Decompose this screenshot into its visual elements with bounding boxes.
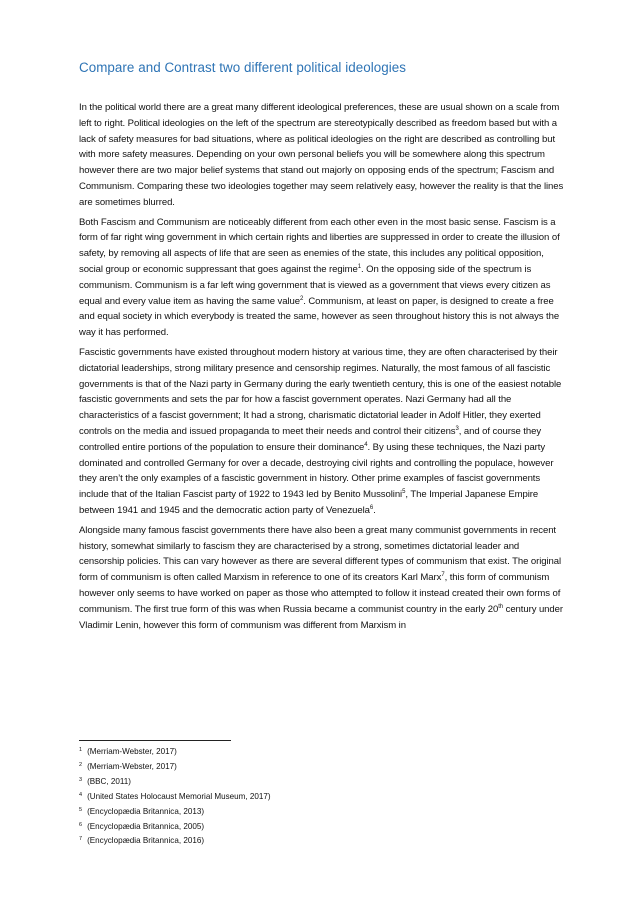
document-title: Compare and Contrast two different political ideologies xyxy=(79,60,407,75)
footnote-item xyxy=(79,805,439,820)
footnote-ref[interactable]: 6 xyxy=(369,504,374,511)
footnote-text: (Encyclopædia Britannica, 2016) xyxy=(87,836,205,846)
paragraph-text: century under Vladimir Lenin, however this form of communism was different from Marxism in xyxy=(79,603,563,631)
footnote-number: 3 xyxy=(79,776,83,783)
footnote-item xyxy=(79,760,439,775)
footnote-number: 2 xyxy=(79,761,83,768)
footnote-item xyxy=(79,775,439,790)
paragraph-communism xyxy=(79,523,565,634)
paragraph-text: Fascistic governments have existed throughout modern history at various time, they are often characterised by their dictatorial leaderships, strong military presence and censorship regimes. Naturally, the most famous of all fascistic governments is that of the Nazi party in Germany during the early twentieth century, this is one of the easiest notable fascistic governments and sets the par for how a fascist government operates. Nazi Germany had all the characteristics of a fascist government; It had a strong, charismatic dictatorial leader in Adolf Hitler, they exerted controls on the media and issued propaganda to meet their needs and control their citizens xyxy=(79,346,562,437)
footnote-text: (United States Holocaust Memorial Museum, 2017) xyxy=(87,791,271,801)
ordinal-suffix: th xyxy=(498,603,504,610)
paragraph-text: . By using these techniques, the Nazi party dominated and controlled Germany for over a decade, destroying civil rights and controlling the populace, however they aren’t the only examples of a fascistic government in history. Other prime examples of fascist governments include that of the Italian Fascist party of 1922 to 1943 led by Benito Mussolini xyxy=(79,441,554,501)
footnote-item xyxy=(79,834,439,849)
paragraph-fascism xyxy=(79,345,565,519)
paragraph-text: . xyxy=(373,504,376,516)
footnote-item xyxy=(79,790,439,805)
footnote-text: (Encyclopædia Britannica, 2013) xyxy=(87,806,205,816)
footnote-text: (Encyclopædia Britannica, 2005) xyxy=(87,821,205,831)
paragraph-text: Both Fascism and Communism are noticeably different from each other even in the most basic sense. Fascism is a form of far right wing government in which certain rights and liberties are suppressed in order to create the illusion of safety, by removing all aspects of life that are seen as enemies of the state, this includes any political opposition, social group or economic suppressant that goes against the regime xyxy=(79,216,560,275)
paragraph-text: , this form of communism however only seems to have worked on paper as those who attempted to follow it instead created their own forms of communism. The first true form of this was when Russia became a communist country in the early 20 xyxy=(79,572,561,615)
footnote-item xyxy=(79,820,439,835)
footnote-number: 7 xyxy=(79,836,83,843)
footnote-number: 5 xyxy=(79,806,83,813)
footnote-number: 1 xyxy=(79,747,83,753)
paragraph-definitions xyxy=(79,215,565,341)
paragraph-intro xyxy=(79,100,565,211)
footnote-ref[interactable]: 2 xyxy=(299,295,304,302)
footnote-ref[interactable]: 5 xyxy=(402,489,406,496)
footnote-separator xyxy=(79,740,231,741)
paragraph-text: , and of course they controlled entire portions of the population to ensure their dominance xyxy=(79,425,542,453)
footnote-ref[interactable]: 4 xyxy=(364,441,368,448)
footnote-number: 4 xyxy=(79,791,83,798)
paragraph-text: Alongside many famous fascist governments there have also been a great many communist governments in recent history, somewhat similarly to fascism they are characterised by a strong, sometimes dictatorial leader and censorship policies. This can vary however as there are several different types of communism that exist. The original form of communism is often called Marxism in reference to one of its creators Karl Marx xyxy=(79,524,562,584)
footnote-ref[interactable]: 1 xyxy=(357,263,361,270)
footnote-ref[interactable]: 3 xyxy=(455,425,459,432)
paragraph-text: . Communism, at least on paper, is designed to create a free and equal society in which everybody is treated the same, however as seen throughout history this is not always the way it has performed. xyxy=(79,295,560,339)
document-body xyxy=(79,60,565,637)
footnote-ref[interactable]: 7 xyxy=(441,572,445,579)
footnote-item xyxy=(79,745,439,760)
paragraph-text: , The Imperial Japanese Empire between 1941 and 1945 and the democratic action party of Venezuela xyxy=(79,489,539,516)
footnote-text: (Merriam-Webster, 2017) xyxy=(87,747,177,756)
footnote-number: 6 xyxy=(79,821,83,828)
footnote-text: (BBC, 2011) xyxy=(87,776,131,786)
footnote-text: (Merriam-Webster, 2017) xyxy=(87,761,177,771)
paragraph-text: . On the opposing side of the spectrum is communism. Communism is a far left wing government that is viewed as a government that views every citizen as equal and every value item as having the same value xyxy=(79,263,551,307)
footnotes xyxy=(79,745,439,849)
paragraph-text: In the political world there are a great many different ideological preferences, these are usual shown on a scale from left to right. Political ideologies on the left of the spectrum are stereotypically described as freedom based but with a lack of safety measures for bad situations, where as political ideologies on the right are described as controlling but with more safety measures. Depending on your own personal beliefs you will be somewhere along this spectrum however there are two major belief systems that stand out majorly on opposing ends of the spectrum; Fascism and Communism. Comparing these two ideologies together may seem relatively easy, however the reality is that the lines are sometimes blurred. xyxy=(79,102,564,208)
